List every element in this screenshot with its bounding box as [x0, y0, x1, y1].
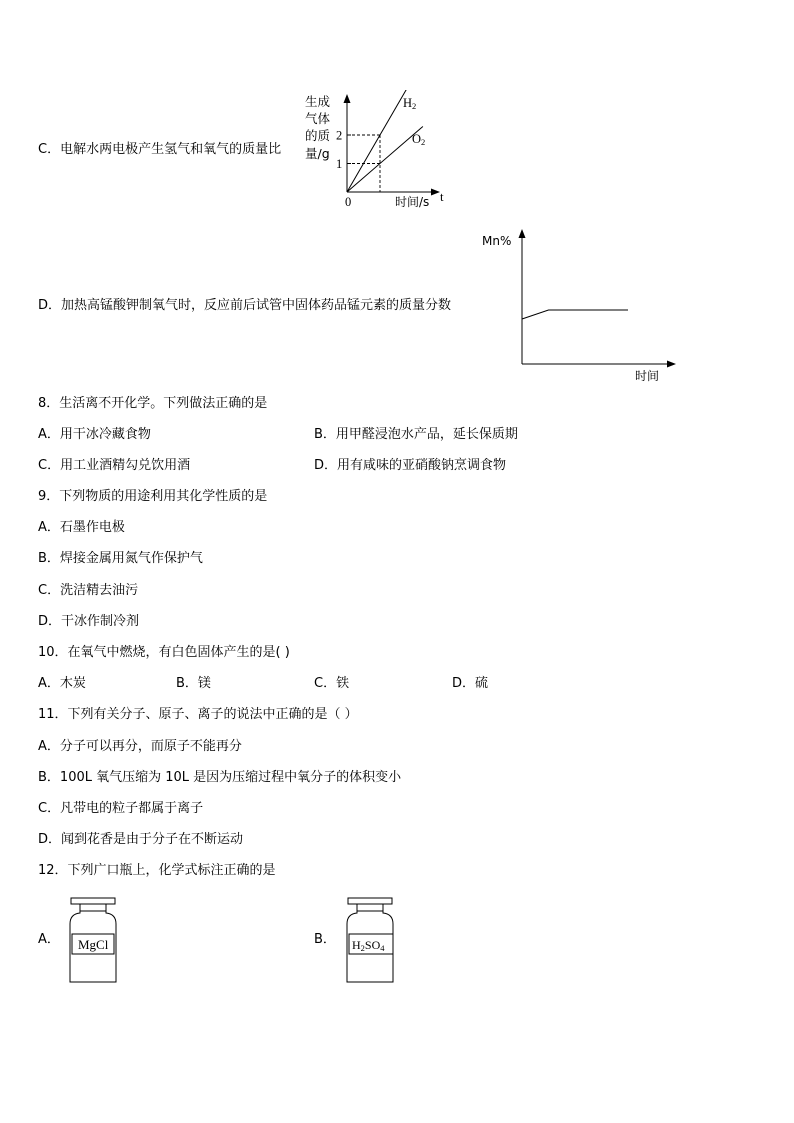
q8-option-b: B．用甲醛浸泡水产品，延长保质期: [314, 427, 518, 442]
q8-option-a: A．用干冰冷藏食物: [38, 427, 151, 442]
q10-option-c: C．铁: [314, 676, 350, 691]
q7-option-c: C．电解水两电极产生氢气和氧气的质量比: [38, 142, 282, 157]
mass-time-origin-label: 0: [345, 195, 352, 209]
bottle-a-stopper: [71, 898, 115, 904]
mn-chart-y-arrow: [519, 229, 526, 238]
mass-time-x-axis-end-label: t: [440, 189, 444, 204]
series-label-h2: H2: [403, 96, 417, 111]
mass-time-tick-label-1: 1: [336, 157, 343, 171]
q11-option-d: D．闻到花香是由于分子在不断运动: [38, 832, 244, 847]
series-label-o2: O2: [412, 132, 426, 147]
q11-option-b: B．100L 氧气压缩为 10L 是因为压缩过程中氧分子的体积变小: [38, 770, 402, 785]
q12-option-b-label: B．: [314, 932, 336, 947]
mass-time-ylabel-line-2: 气体: [305, 111, 331, 126]
mass-time-ylabel-line-3: 的质: [305, 128, 331, 143]
q9-option-a: A．石墨作电极: [38, 520, 125, 535]
mass-time-x-arrow: [431, 189, 440, 196]
bottle-a-neck: [80, 904, 106, 911]
mn-percent-series-line: [522, 310, 628, 319]
reagent-bottle-a: [60, 892, 132, 987]
q8-stem: 8．生活离不开化学。下列做法正确的是: [38, 396, 268, 411]
q10-stem: 10．在氧气中燃烧，有白色固体产生的是( ): [38, 645, 290, 660]
q11-stem: 11．下列有关分子、原子、离子的说法中正确的是（ ）: [38, 707, 358, 722]
q8-option-c: C．用工业酒精勾兑饮用酒: [38, 458, 191, 473]
q9-option-d: D．干冰作制冷剂: [38, 614, 140, 629]
q10-option-b: B．镁: [176, 676, 211, 691]
mass-time-ylabel-line-1: 生成: [305, 94, 331, 109]
q10-option-d: D．硫: [452, 676, 489, 691]
mass-time-y-arrow: [344, 94, 351, 103]
bottle-b-neck: [357, 904, 383, 911]
mn-chart-xlabel: 时间: [635, 369, 660, 383]
q9-stem: 9．下列物质的用途利用其化学性质的是: [38, 489, 268, 504]
mn-percent-chart: [475, 225, 690, 385]
mass-time-ylabel-line-4: 量/g: [305, 146, 330, 161]
q12-option-a-label: A．: [38, 932, 60, 947]
mn-chart-x-arrow: [667, 361, 676, 368]
q8-option-d: D．用有咸味的亚硝酸钠烹调食物: [314, 458, 507, 473]
q9-option-c: C．洗洁精去油污: [38, 583, 139, 598]
q11-option-a: A．分子可以再分，而原子不能再分: [38, 739, 242, 754]
q12-stem: 12．下列广口瓶上，化学式标注正确的是: [38, 863, 276, 878]
q11-option-c: C．凡带电的粒子都属于离子: [38, 801, 204, 816]
mass-time-xlabel: 时间/s: [395, 195, 430, 209]
mass-time-chart: [300, 90, 460, 215]
bottle-a-formula: MgCl: [78, 937, 109, 952]
mass-time-tick-label-2: 2: [336, 128, 343, 143]
q7-option-d: D．加热高锰酸钾制氧气时，反应前后试管中固体药品锰元素的质量分数: [38, 298, 452, 313]
q10-option-a: A．木炭: [38, 676, 86, 691]
mn-chart-ylabel: Mn%: [482, 234, 512, 248]
bottle-b-stopper: [348, 898, 392, 904]
bottle-b-formula: H2SO4: [352, 938, 385, 953]
q9-option-b: B．焊接金属用氮气作保护气: [38, 551, 203, 566]
reagent-bottle-b: [337, 892, 409, 987]
